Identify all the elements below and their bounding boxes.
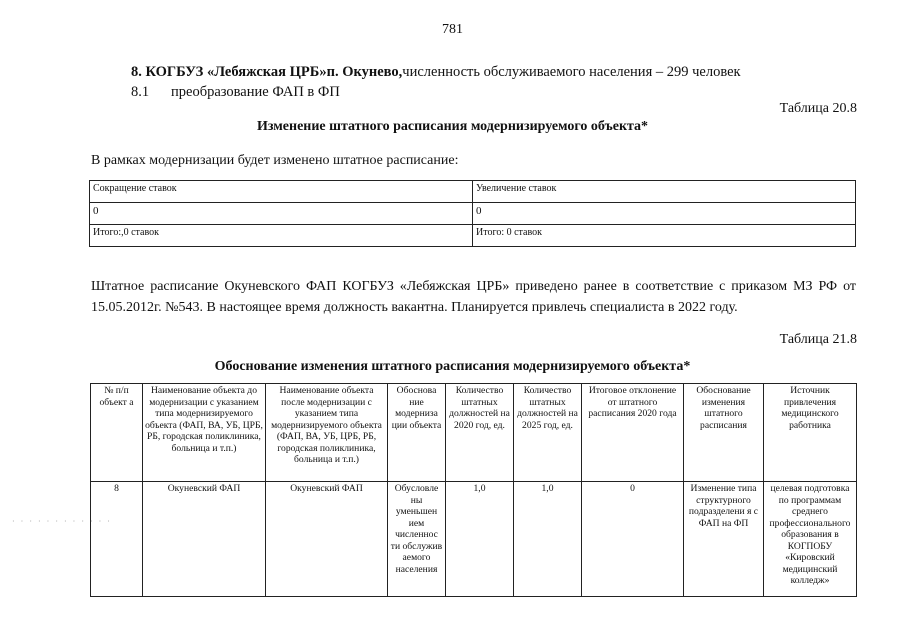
table-cell: Увеличение ставок — [473, 181, 856, 203]
table-cell: 1,0 — [446, 482, 514, 597]
table-header-cell: № п/п объект а — [91, 384, 143, 482]
table-cell: Обусловле ны уменьшен ием численнос ти обслужив аемого населения — [388, 482, 446, 597]
subsection-number: 8.1 — [131, 84, 150, 100]
table-header-cell: Обоснование изменения штатного расписания — [684, 384, 764, 482]
table-cell: 1,0 — [514, 482, 582, 597]
scan-noise: · · · · · · · · · · · · — [12, 517, 112, 526]
table-row — [90, 181, 856, 203]
intro-text: В рамках модернизации будет изменено штатное расписание: — [91, 153, 459, 168]
table2-title: Обоснование изменения штатного расписания модернизируемого объекта* — [214, 359, 691, 374]
table1-title: Изменение штатного расписания модернизируемого объекта* — [256, 119, 649, 134]
justification-table — [90, 383, 857, 597]
table-row — [90, 203, 856, 225]
table-header-cell: Наименование объекта после модернизации с указанием типа модернизируемого объекта (ФАП, ВА, УБ, ЦРБ, РБ, городская поликлиника, больница и т.п.) — [266, 384, 388, 482]
table-cell: Итого:,0 ставок — [90, 225, 473, 247]
subsection-heading — [131, 84, 340, 101]
body-paragraph: Штатное расписание Окуневского ФАП КОГБУЗ «Лебяжская ЦРБ» приведено ранее в соответствие с приказом МЗ РФ от 15.05.2012г. №543. В настоящее время должность вакантна. Планируется привлечь специалиста в 2022 году. — [91, 279, 856, 315]
table-cell: Сокращение ставок — [90, 181, 473, 203]
section-heading-bold: 8. КОГБУЗ «Лебяжская ЦРБ»п. Окунево, — [131, 64, 403, 80]
table-header-cell: Обоснова ние модерниза ции объекта — [388, 384, 446, 482]
table-cell: Окуневский ФАП — [143, 482, 266, 597]
section-heading — [131, 64, 741, 81]
table-cell: целевая подготовка по программам среднего профессионального образования в КОГПОБУ «Кировский медицинский колледж» — [764, 482, 857, 597]
table-cell: 0 — [582, 482, 684, 597]
table2-caption: Таблица 21.8 — [779, 332, 857, 347]
table-header-cell: Наименование объекта до модернизации с указанием типа модернизируемого объекта (ФАП, ВА, УБ, ЦРБ, РБ, городская поликлиника, больница и т.п.) — [143, 384, 266, 482]
subsection-text: преобразование ФАП в ФП — [171, 84, 340, 100]
staff-changes-table — [89, 180, 856, 247]
table-header-row — [91, 384, 857, 482]
table-cell: 0 — [473, 203, 856, 225]
page-number: 781 — [442, 22, 463, 37]
table-cell: Окуневский ФАП — [266, 482, 388, 597]
table-row — [91, 482, 857, 597]
table-header-cell: Количество штатных должностей на 2025 год, ед. — [514, 384, 582, 482]
table-header-cell: Количество штатных должностей на 2020 год, ед. — [446, 384, 514, 482]
table-cell: Итого: 0 ставок — [473, 225, 856, 247]
table-header-cell: Итоговое отклонение от штатного расписания 2020 года — [582, 384, 684, 482]
table-header-cell: Источник привлечения медицинского работника — [764, 384, 857, 482]
table-cell: 0 — [90, 203, 473, 225]
table-cell: Изменение типа структурного подразделени я с ФАП на ФП — [684, 482, 764, 597]
table-row — [90, 225, 856, 247]
table1-caption: Таблица 20.8 — [779, 101, 857, 116]
section-heading-rest: численность обслуживаемого населения – 299 человек — [402, 64, 741, 80]
table-cell: 8 — [91, 482, 143, 597]
